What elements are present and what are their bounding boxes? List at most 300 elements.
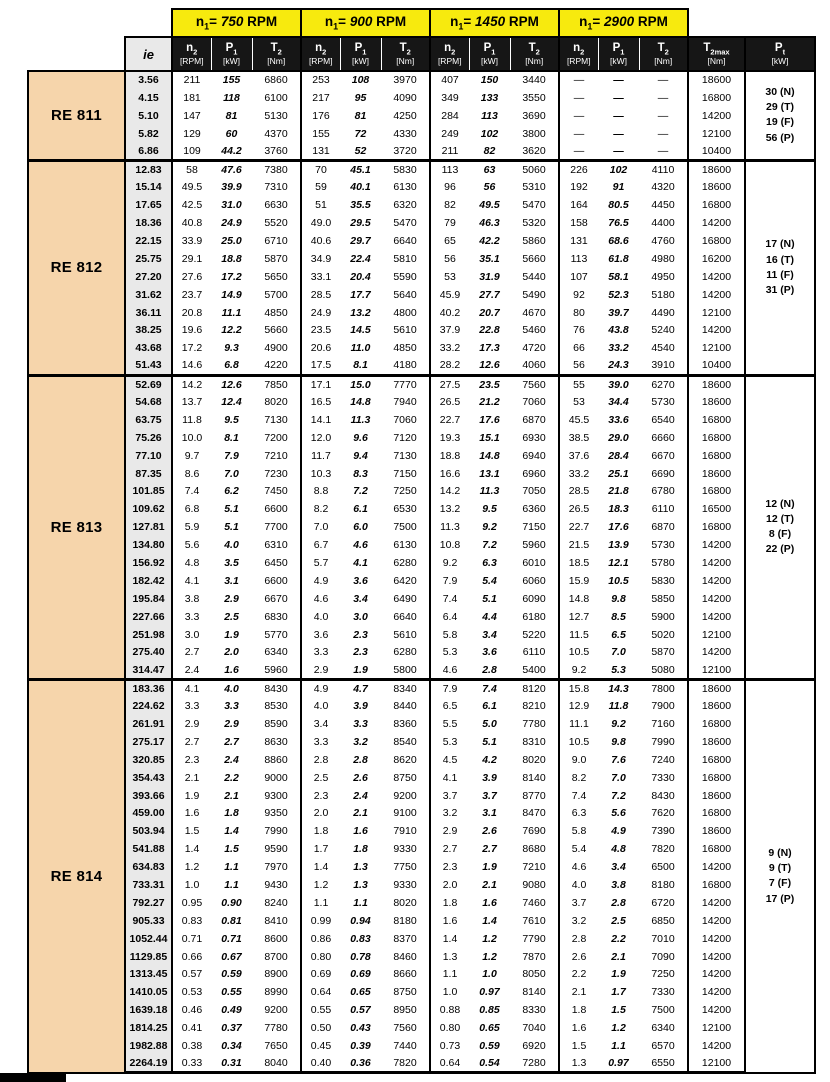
value-cell: 92: [559, 286, 598, 304]
column-symbol-sub: 2: [277, 46, 282, 56]
ratio-cell: 18.36: [125, 214, 172, 232]
value-cell: 3910: [639, 357, 688, 375]
value-cell: 5660: [510, 250, 559, 268]
value-cell: 34.9: [301, 250, 340, 268]
value-cell: 6600: [252, 572, 301, 590]
column-symbol-sub: 2: [664, 46, 669, 56]
table-row: [28, 107, 815, 125]
value-cell: 253: [301, 71, 340, 89]
value-cell: 3.8: [598, 876, 639, 894]
t2max-cell: 16800: [688, 715, 745, 733]
value-cell: 2.0: [211, 644, 252, 662]
ratio-cell: 109.62: [125, 500, 172, 518]
value-cell: 102: [598, 160, 639, 178]
header-row-columns: [28, 37, 815, 71]
value-cell: 4.7: [340, 679, 381, 697]
value-cell: 56: [430, 250, 469, 268]
value-cell: 13.2: [340, 304, 381, 322]
ratio-cell: 63.75: [125, 411, 172, 429]
value-cell: 7.4: [559, 787, 598, 805]
value-cell: 3.6: [301, 626, 340, 644]
value-cell: —: [559, 107, 598, 125]
value-cell: 7700: [252, 518, 301, 536]
value-cell: 3.2: [430, 805, 469, 823]
t2max-cell: 10400: [688, 143, 745, 161]
value-cell: 5.3: [430, 733, 469, 751]
table-row: [28, 554, 815, 572]
value-cell: 17.2: [211, 268, 252, 286]
value-cell: 0.31: [211, 1055, 252, 1073]
value-cell: 0.43: [340, 1019, 381, 1037]
value-cell: 0.46: [172, 1001, 211, 1019]
value-cell: 181: [172, 89, 211, 107]
value-cell: 25.1: [598, 465, 639, 483]
table-header: [28, 9, 815, 71]
value-cell: 5.1: [211, 518, 252, 536]
value-cell: 52.3: [598, 286, 639, 304]
value-cell: 6490: [381, 590, 430, 608]
column-header-n2-group2: [430, 37, 469, 71]
value-cell: 56: [469, 178, 510, 196]
value-cell: 2.7: [469, 840, 510, 858]
column-symbol-sub: t: [782, 46, 786, 56]
value-cell: 5830: [381, 160, 430, 178]
value-cell: 1.0: [430, 983, 469, 1001]
column-symbol: P: [483, 41, 492, 54]
value-cell: 9590: [252, 840, 301, 858]
value-cell: 2.1: [172, 769, 211, 787]
value-cell: 8.2: [559, 769, 598, 787]
value-cell: 1.7: [301, 840, 340, 858]
value-cell: 28.4: [598, 447, 639, 465]
value-cell: 17.7: [340, 286, 381, 304]
value-cell: 52: [340, 143, 381, 161]
column-header-pt: [745, 37, 815, 71]
t2max-cell: 16800: [688, 518, 745, 536]
value-cell: 6.4: [430, 608, 469, 626]
table-row: [28, 876, 815, 894]
value-cell: 66: [559, 339, 598, 357]
ratio-cell: 905.33: [125, 912, 172, 930]
value-cell: 8310: [510, 733, 559, 751]
value-cell: 12.6: [469, 357, 510, 375]
value-cell: 5960: [510, 536, 559, 554]
column-header-ie: ie: [125, 37, 172, 71]
value-cell: 9.2: [598, 715, 639, 733]
value-cell: 14.2: [430, 482, 469, 500]
value-cell: 13.2: [430, 500, 469, 518]
value-cell: 14.6: [172, 357, 211, 375]
value-cell: 349: [430, 89, 469, 107]
value-cell: 1.1: [340, 894, 381, 912]
value-cell: 8210: [510, 697, 559, 715]
value-cell: 3.5: [211, 554, 252, 572]
value-cell: 26.5: [430, 393, 469, 411]
value-cell: 4540: [639, 339, 688, 357]
value-cell: 0.34: [211, 1037, 252, 1055]
table-row: [28, 339, 815, 357]
value-cell: 6.1: [340, 500, 381, 518]
value-cell: 6630: [252, 196, 301, 214]
value-cell: 4.6: [301, 590, 340, 608]
value-cell: 1.6: [172, 805, 211, 823]
t2max-cell: 14200: [688, 644, 745, 662]
value-cell: 2.7: [430, 840, 469, 858]
value-cell: 28.5: [559, 482, 598, 500]
value-cell: 150: [469, 71, 510, 89]
column-symbol: P: [354, 41, 363, 54]
value-cell: 7440: [381, 1037, 430, 1055]
value-cell: 6280: [381, 554, 430, 572]
rpm-value: 2900: [604, 14, 635, 30]
value-cell: 8360: [381, 715, 430, 733]
pt-line: 9 (N): [768, 846, 792, 859]
value-cell: 4250: [381, 107, 430, 125]
value-cell: 11.7: [301, 447, 340, 465]
value-cell: 8600: [252, 930, 301, 948]
value-cell: 3620: [510, 143, 559, 161]
value-cell: 7.9: [430, 572, 469, 590]
value-cell: 8140: [510, 769, 559, 787]
value-cell: 7800: [639, 679, 688, 697]
value-cell: 4.1: [340, 554, 381, 572]
value-cell: 4800: [381, 304, 430, 322]
ratio-cell: 43.68: [125, 339, 172, 357]
value-cell: 9.2: [469, 518, 510, 536]
value-cell: 2.8: [469, 661, 510, 679]
pt-line: 56 (P): [765, 131, 795, 144]
value-cell: 113: [559, 250, 598, 268]
value-cell: 8440: [381, 697, 430, 715]
value-cell: 3.7: [469, 787, 510, 805]
value-cell: 4.0: [301, 697, 340, 715]
value-cell: 1.6: [340, 822, 381, 840]
ratio-cell: 195.84: [125, 590, 172, 608]
value-cell: 5960: [252, 661, 301, 679]
ratio-cell: 1313.45: [125, 966, 172, 984]
value-cell: 9350: [252, 805, 301, 823]
column-unit: [kW]: [481, 55, 498, 66]
value-cell: 1.5: [172, 822, 211, 840]
t2max-cell: 16800: [688, 751, 745, 769]
t2max-cell: 18600: [688, 787, 745, 805]
table-row: [28, 232, 815, 250]
value-cell: 5460: [510, 321, 559, 339]
table-row: [28, 590, 815, 608]
value-cell: 5.6: [598, 805, 639, 823]
ratio-cell: 54.68: [125, 393, 172, 411]
value-cell: 11.8: [598, 697, 639, 715]
value-cell: 8680: [510, 840, 559, 858]
table-row: [28, 840, 815, 858]
value-cell: 0.97: [598, 1055, 639, 1073]
value-cell: 3.1: [211, 572, 252, 590]
value-cell: 8050: [510, 966, 559, 984]
ratio-cell: 15.14: [125, 178, 172, 196]
value-cell: —: [639, 89, 688, 107]
value-cell: 95: [340, 89, 381, 107]
ratio-cell: 1982.88: [125, 1037, 172, 1055]
t2max-cell: 12100: [688, 661, 745, 679]
t2max-cell: 16800: [688, 840, 745, 858]
value-cell: 7940: [381, 393, 430, 411]
value-cell: 5640: [381, 286, 430, 304]
value-cell: 12.4: [211, 393, 252, 411]
value-cell: 1.6: [430, 912, 469, 930]
value-cell: 118: [211, 89, 252, 107]
value-cell: 0.55: [301, 1001, 340, 1019]
rpm-header-900: [301, 9, 430, 37]
value-cell: 14.8: [559, 590, 598, 608]
value-cell: 4.9: [598, 822, 639, 840]
value-cell: 0.99: [301, 912, 340, 930]
value-cell: 2.2: [598, 930, 639, 948]
table-row: [28, 214, 815, 232]
column-unit: [Nm]: [525, 55, 544, 66]
value-cell: 6720: [639, 894, 688, 912]
value-cell: 22.7: [559, 518, 598, 536]
value-cell: 4760: [639, 232, 688, 250]
value-cell: 7010: [639, 930, 688, 948]
pt-line: 16 (T): [765, 253, 794, 266]
value-cell: 2.9: [301, 661, 340, 679]
value-cell: 0.86: [301, 930, 340, 948]
value-cell: 8430: [252, 679, 301, 697]
value-cell: 46.3: [469, 214, 510, 232]
column-unit: [RPM]: [308, 55, 333, 66]
value-cell: 23.5: [301, 321, 340, 339]
value-cell: 226: [559, 160, 598, 178]
value-cell: 10.5: [598, 572, 639, 590]
value-cell: 5490: [510, 286, 559, 304]
t2max-cell: 18600: [688, 393, 745, 411]
ratio-cell: 393.66: [125, 787, 172, 805]
value-cell: 8120: [510, 679, 559, 697]
t2max-cell: 14200: [688, 912, 745, 930]
value-cell: 81: [340, 107, 381, 125]
value-cell: 10.5: [559, 644, 598, 662]
value-cell: 5.0: [469, 715, 510, 733]
value-cell: 9.8: [598, 733, 639, 751]
value-cell: 35.1: [469, 250, 510, 268]
value-cell: 40.6: [301, 232, 340, 250]
value-cell: 58.1: [598, 268, 639, 286]
value-cell: 5.8: [559, 822, 598, 840]
value-cell: 7380: [252, 160, 301, 178]
value-cell: 1.8: [559, 1001, 598, 1019]
value-cell: —: [559, 125, 598, 143]
value-cell: 109: [172, 143, 211, 161]
value-cell: 108: [340, 71, 381, 89]
ratio-cell: 52.69: [125, 375, 172, 393]
value-cell: 7130: [381, 447, 430, 465]
value-cell: 0.94: [340, 912, 381, 930]
value-cell: 15.0: [340, 375, 381, 393]
value-cell: 1.3: [340, 858, 381, 876]
table-row: [28, 125, 815, 143]
value-cell: 53: [430, 268, 469, 286]
value-cell: 40.8: [172, 214, 211, 232]
value-cell: 5770: [252, 626, 301, 644]
value-cell: 0.81: [211, 912, 252, 930]
value-cell: 4.0: [559, 876, 598, 894]
rpm-unit: RPM: [634, 14, 668, 30]
pt-line: 17 (P): [765, 892, 795, 905]
value-cell: 4.6: [430, 661, 469, 679]
value-cell: 1.9: [211, 626, 252, 644]
value-cell: 2.7: [172, 644, 211, 662]
value-cell: 33.2: [598, 339, 639, 357]
rpm-symbol: n: [579, 14, 588, 30]
column-unit: [kW]: [771, 55, 789, 66]
value-cell: 8.1: [340, 357, 381, 375]
value-cell: 34.4: [598, 393, 639, 411]
pt-line: 29 (T): [765, 101, 794, 114]
value-cell: 45.5: [559, 411, 598, 429]
value-cell: 8020: [381, 894, 430, 912]
value-cell: 7.0: [598, 644, 639, 662]
ratio-cell: 354.43: [125, 769, 172, 787]
value-cell: 4320: [639, 178, 688, 196]
value-cell: 5780: [639, 554, 688, 572]
value-cell: 29.0: [598, 429, 639, 447]
value-cell: 5.6: [172, 536, 211, 554]
value-cell: 6690: [639, 465, 688, 483]
value-cell: 155: [301, 125, 340, 143]
column-header-n2-group0: [172, 37, 211, 71]
column-symbol: T: [657, 41, 665, 54]
value-cell: 37.9: [430, 321, 469, 339]
value-cell: 23.5: [469, 375, 510, 393]
t2max-cell: 16200: [688, 250, 745, 268]
value-cell: 17.6: [598, 518, 639, 536]
value-cell: 5060: [510, 160, 559, 178]
value-cell: 1.0: [469, 966, 510, 984]
column-unit: [kW]: [352, 55, 369, 66]
t2max-cell: 14200: [688, 894, 745, 912]
value-cell: 6340: [639, 1019, 688, 1037]
value-cell: 7500: [381, 518, 430, 536]
t2max-cell: 16800: [688, 196, 745, 214]
value-cell: 7120: [381, 429, 430, 447]
value-cell: 0.40: [301, 1055, 340, 1073]
value-cell: 1.3: [430, 948, 469, 966]
value-cell: 29.5: [340, 214, 381, 232]
ratio-cell: 503.94: [125, 822, 172, 840]
value-cell: 17.6: [469, 411, 510, 429]
value-cell: 5830: [639, 572, 688, 590]
value-cell: 2.9: [430, 822, 469, 840]
value-cell: 2.3: [172, 751, 211, 769]
value-cell: 0.41: [172, 1019, 211, 1037]
t2max-cell: 14200: [688, 948, 745, 966]
value-cell: 39.9: [211, 178, 252, 196]
rpm-header-2900: [559, 9, 688, 37]
value-cell: 284: [430, 107, 469, 125]
column-unit: [kW]: [223, 55, 240, 66]
t2max-cell: 18600: [688, 733, 745, 751]
table-row: [28, 518, 815, 536]
value-cell: 3.3: [211, 697, 252, 715]
value-cell: 8020: [510, 751, 559, 769]
column-symbol: P: [774, 41, 783, 54]
value-cell: 6940: [510, 447, 559, 465]
value-cell: 8620: [381, 751, 430, 769]
value-cell: 3.4: [340, 590, 381, 608]
value-cell: 0.83: [340, 930, 381, 948]
rpm-equals: =: [463, 14, 476, 30]
column-header-t2-group1: [381, 37, 430, 71]
value-cell: 1.4: [301, 858, 340, 876]
value-cell: 9200: [252, 1001, 301, 1019]
rpm-symbol: n: [450, 14, 459, 30]
value-cell: 1.9: [340, 661, 381, 679]
value-cell: 0.78: [340, 948, 381, 966]
ratio-cell: 182.42: [125, 572, 172, 590]
value-cell: 4.6: [559, 858, 598, 876]
value-cell: 8.3: [340, 465, 381, 483]
ratio-cell: 1052.44: [125, 930, 172, 948]
rpm-header-1450: [430, 9, 559, 37]
column-unit: [kW]: [610, 55, 627, 66]
rpm-symbol-sub: 1: [204, 21, 210, 32]
table-row: [28, 393, 815, 411]
value-cell: 29.7: [340, 232, 381, 250]
value-cell: 6110: [510, 644, 559, 662]
value-cell: 8330: [510, 1001, 559, 1019]
value-cell: 8590: [252, 715, 301, 733]
value-cell: 56: [559, 357, 598, 375]
value-cell: 0.73: [430, 1037, 469, 1055]
value-cell: 4.8: [172, 554, 211, 572]
value-cell: 21.5: [559, 536, 598, 554]
rpm-equals: =: [592, 14, 605, 30]
value-cell: —: [639, 107, 688, 125]
value-cell: 0.83: [172, 912, 211, 930]
value-cell: 5.3: [430, 644, 469, 662]
value-cell: 2.9: [211, 715, 252, 733]
value-cell: 1.5: [559, 1037, 598, 1055]
value-cell: 5220: [510, 626, 559, 644]
value-cell: 3.4: [469, 626, 510, 644]
column-symbol: n: [444, 41, 452, 54]
value-cell: 7060: [510, 393, 559, 411]
value-cell: 0.69: [301, 966, 340, 984]
value-cell: 26.5: [559, 500, 598, 518]
value-cell: 6530: [381, 500, 430, 518]
value-cell: 7750: [381, 858, 430, 876]
value-cell: 2.8: [559, 930, 598, 948]
value-cell: 65: [430, 232, 469, 250]
value-cell: 4400: [639, 214, 688, 232]
table-row: [28, 679, 815, 697]
table-row: [28, 948, 815, 966]
pt-line: 12 (T): [765, 512, 794, 525]
value-cell: 6.3: [469, 554, 510, 572]
value-cell: 3.1: [469, 805, 510, 823]
value-cell: 22.4: [340, 250, 381, 268]
value-cell: 0.71: [172, 930, 211, 948]
value-cell: 2.7: [211, 733, 252, 751]
header-row-rpm: [28, 9, 815, 37]
value-cell: 14.5: [340, 321, 381, 339]
value-cell: 1.9: [172, 787, 211, 805]
value-cell: 0.88: [430, 1001, 469, 1019]
column-unit: [RPM]: [179, 55, 204, 66]
pt-line: 12 (N): [765, 497, 795, 510]
value-cell: 61.8: [598, 250, 639, 268]
column-symbol-sub: 1: [620, 46, 625, 56]
